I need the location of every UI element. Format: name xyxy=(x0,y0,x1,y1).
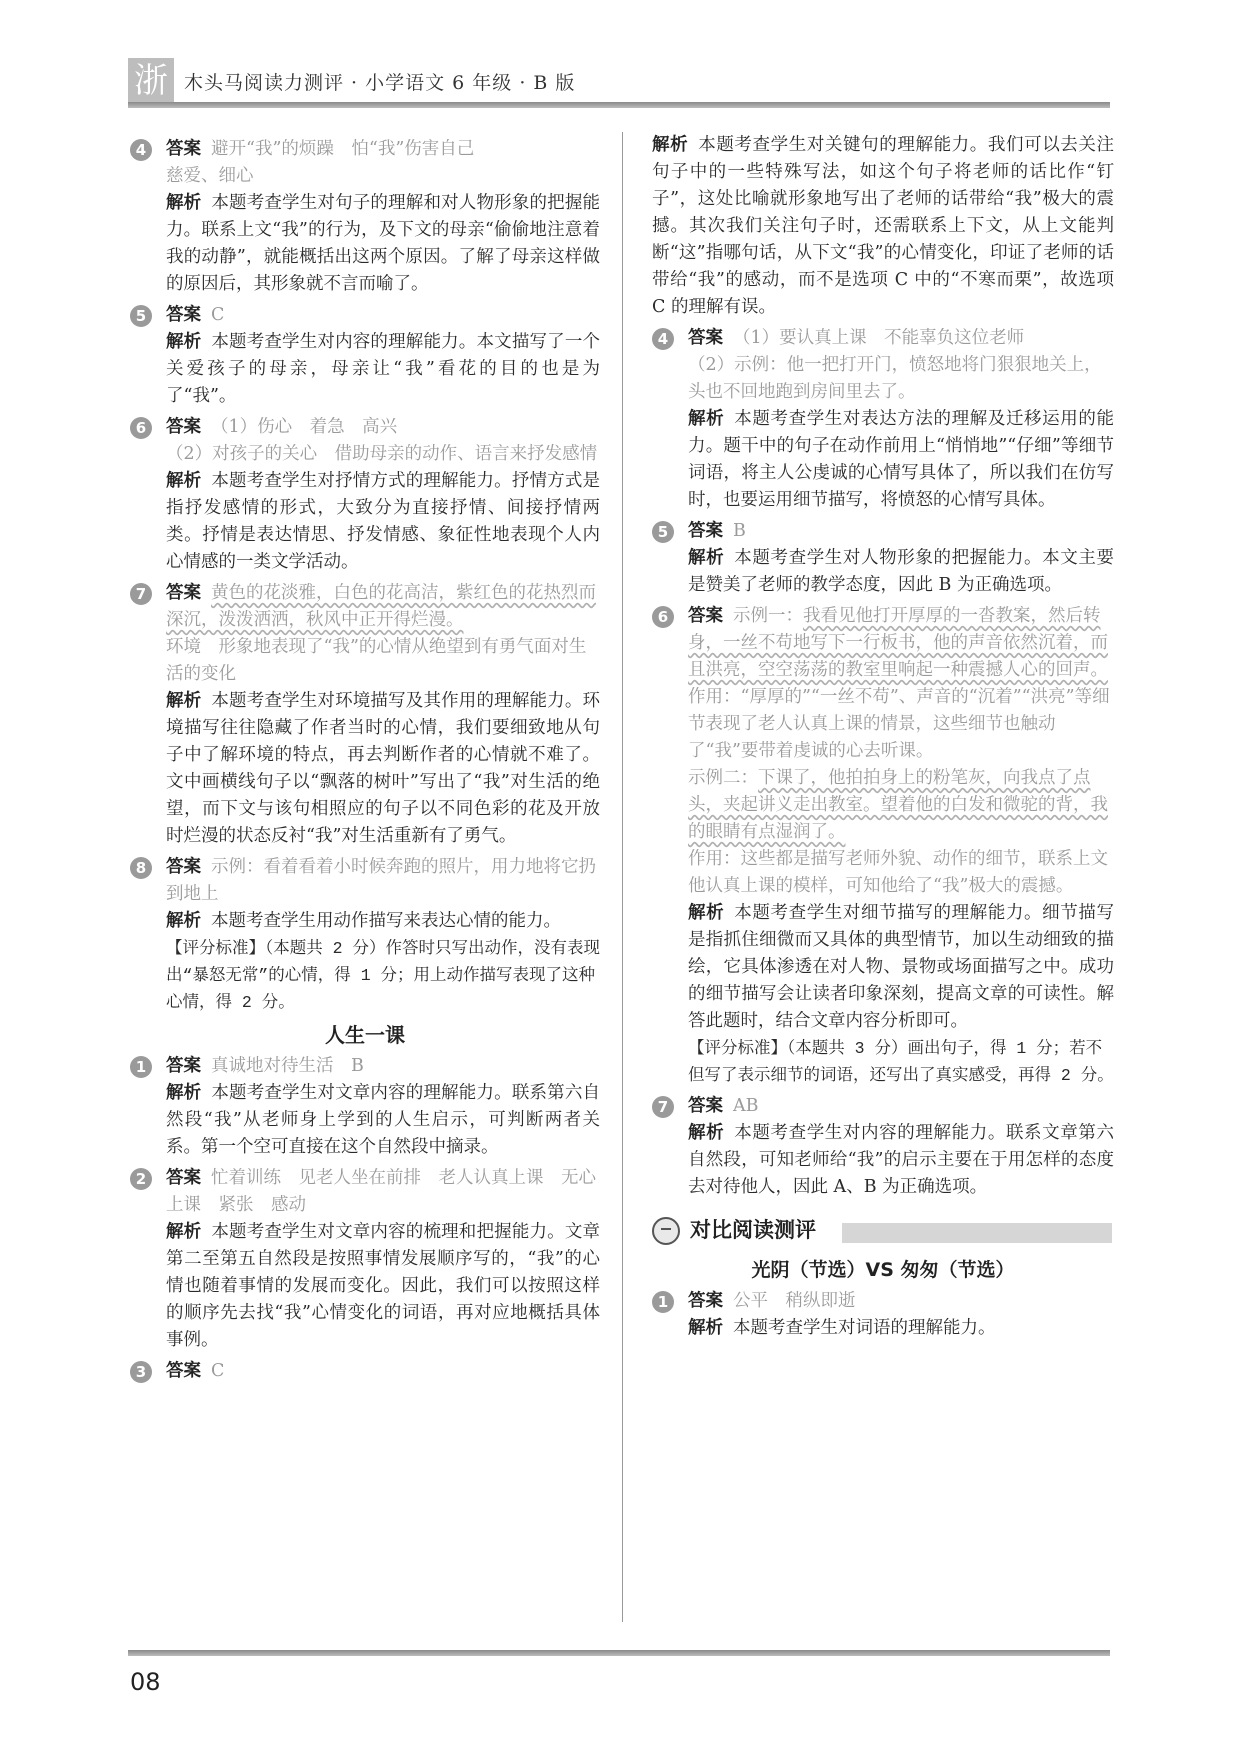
answer-label: 答案 xyxy=(688,1096,723,1116)
analysis-paragraph: 解析 本题考查学生用动作描写来表达心情的能力。 xyxy=(166,911,561,931)
answer-item xyxy=(130,414,600,441)
question-number: 5 xyxy=(130,305,152,327)
answer-item xyxy=(130,1053,600,1080)
section-title: 人生一课 xyxy=(325,1023,405,1047)
question-number: 2 xyxy=(130,1168,152,1190)
page-number: 08 xyxy=(130,1668,161,1696)
answer-item xyxy=(130,1165,600,1219)
column-divider xyxy=(622,132,623,1622)
answer-item xyxy=(652,325,1114,352)
answer-text: （1）要认真上课 不能辜负这位老师 xyxy=(733,328,1025,348)
analysis-paragraph: 解析 本题考查学生对表达方法的理解及迁移运用的能力。题干中的句子在动作前用上“悄悄地”“仔细”等细节词语，将主人公虔诚的心情写具体了，所以我们在仿写时，也要运用细节描写，将愤怒的心情写具体。 xyxy=(688,409,1115,510)
analysis-paragraph: 解析 本题考查学生对细节描写的理解能力。细节描写是指抓住细微而又具体的典型情节，加以生动细致的描绘，它具体渗透在对人物、景物或场面描写之中。成功的细节描写会让读者印象深刻，提高文章的可读性。解答此题时，结合文章内容分析即可。 xyxy=(688,903,1115,1031)
answer-item xyxy=(130,854,600,908)
answer-text: 作用：“厚厚的”“一丝不苟”、声音的“沉着”“洪亮”等细节表现了老人认真上课的情景，这些细节也触动了“我”要带着虔诚的心去听课。 xyxy=(688,687,1110,761)
answer-item xyxy=(130,580,600,634)
answer-item xyxy=(652,1288,1114,1315)
answer-text: 示例：看着看着小时候奔跑的照片，用力地将它扔到地上 xyxy=(166,857,596,904)
answer-label: 答案 xyxy=(166,305,201,325)
header-rule xyxy=(128,102,1110,108)
analysis-paragraph: 解析 本题考查学生对环境描写及其作用的理解能力。环境描写往往隐藏了作者当时的心情，我们要细致地从句子中了解环境的特点，再去判断作者的心情就不难了。文中画横线句子以“飘落的树叶”写出了“我”对生活的绝望，而下文与该句相照应的句子以不同色彩的花及开放时烂漫的状态反衬“我”对生活重新有了勇气。 xyxy=(166,691,601,846)
question-number: 8 xyxy=(130,857,152,879)
section-banner xyxy=(652,1215,1114,1251)
answer-label: 答案 xyxy=(688,521,723,541)
answer-text: 慈爱、细心 xyxy=(166,166,254,186)
answer-label: 答案 xyxy=(166,583,201,603)
footer-rule xyxy=(128,1650,1110,1656)
book-title: 木头马阅读力测评 · 小学语文 6 年级 · B 版 xyxy=(184,72,576,94)
answer-item xyxy=(652,603,1114,684)
answer-text: （1）伤心 着急 高兴 xyxy=(211,417,398,437)
answer-text: 真诚地对待生活 B xyxy=(211,1056,364,1076)
analysis-paragraph: 解析 本题考查学生对句子的理解和对人物形象的把握能力。联系上文“我”的行为，及下文的母亲“偷偷地注意着我的动静”，就能概括出这两个原因。了解了母亲这样做的原因后，其形象就不言而喻了。 xyxy=(166,193,601,294)
answer-label: 答案 xyxy=(166,1361,201,1381)
answer-text: C xyxy=(211,305,225,325)
answer-item xyxy=(130,302,600,329)
answer-item xyxy=(130,1358,600,1385)
question-number: 1 xyxy=(130,1056,152,1078)
question-number: 5 xyxy=(652,521,674,543)
answer-text: AB xyxy=(733,1096,759,1116)
question-number: 7 xyxy=(130,583,152,605)
analysis-paragraph: 解析 本题考查学生对抒情方式的理解能力。抒情方式是指抒发感情的形式，大致分为直接抒情、间接抒情两类。抒情是表达情思、抒发情感、象征性地表现个人内心情感的一类文学活动。 xyxy=(166,471,601,572)
answer-text: （2）示例：他一把打开门，愤怒地将门狠狠地关上，头也不回地跑到房间里去了。 xyxy=(688,355,1102,402)
answer-text: 环境 形象地表现了“我”的心情从绝望到有勇气面对生活的变化 xyxy=(166,637,587,684)
answer-text: 忙着训练 见老人坐在前排 老人认真上课 无心上课 紧张 感动 xyxy=(166,1168,596,1215)
answer-text: 作用：这些都是描写老师外貌、动作的细节，联系上文他认真上课的模样，可知他给了“我”极大的震撼。 xyxy=(688,849,1108,896)
question-number: 4 xyxy=(130,139,152,161)
analysis-paragraph: 解析 本题考查学生对人物形象的把握能力。本文主要是赞美了老师的教学态度，因此 B 为正确选项。 xyxy=(688,548,1115,595)
answer-label: 答案 xyxy=(166,417,201,437)
answer-label: 答案 xyxy=(688,328,723,348)
scoring-standard: 【评分标准】（本题共 3 分）画出句子，得 1 分；若不但写了表示细节的词语，还写出了真实感受，再得 2 分。 xyxy=(688,1039,1114,1085)
question-number: 3 xyxy=(130,1361,152,1383)
answer-text: 黄色的花淡雅，白色的花高洁，紫红色的花热烈而深沉，泼泼洒洒，秋风中正开得烂漫。 xyxy=(166,583,596,630)
left-column xyxy=(130,132,600,1385)
analysis-paragraph: 解析 本题考查学生对内容的理解能力。本文描写了一个关爱孩子的母亲，母亲让“我”看花的目的也是为了“我”。 xyxy=(166,332,601,406)
answer-item xyxy=(652,518,1114,545)
answer-label: 答案 xyxy=(166,1168,201,1188)
answer-label: 答案 xyxy=(166,1056,201,1076)
reader-icon xyxy=(652,1217,680,1245)
passage-title: 光阴（节选）VS 匆匆（节选） xyxy=(751,1259,1015,1281)
question-number: 6 xyxy=(130,417,152,439)
analysis-paragraph: 解析 本题考查学生对词语的理解能力。 xyxy=(688,1318,996,1338)
example-prefix: 示例一： xyxy=(733,606,803,626)
analysis-paragraph: 解析 本题考查学生对文章内容的理解能力。联系第六自然段“我”从老师身上学到的人生启示，可判断两者关系。第一个空可直接在这个自然段中摘录。 xyxy=(166,1083,601,1157)
question-number: 4 xyxy=(652,328,674,350)
province-badge: 浙 xyxy=(128,58,174,104)
answer-text: C xyxy=(211,1361,225,1381)
answer-label: 答案 xyxy=(166,139,201,159)
question-number: 1 xyxy=(652,1291,674,1313)
answer-text: B xyxy=(733,521,746,541)
answer-item xyxy=(130,136,600,163)
banner-title: 对比阅读测评 xyxy=(690,1218,816,1242)
banner-bar xyxy=(842,1223,1112,1243)
answer-text: 我看见他打开厚厚的一沓教案，然后转身，一丝不苟地写下一行板书，他的声音依然沉着，而且洪亮，空空荡荡的教室里响起一种震撼人心的回声。 xyxy=(688,606,1108,680)
question-number: 6 xyxy=(652,606,674,628)
analysis-paragraph: 解析 本题考查学生对关键句的理解能力。我们可以去关注句子中的一些特殊写法，如这个句子将老师的话比作“钉子”，这处比喻就形象地写出了老师的话带给“我”极大的震撼。其次我们关注句子时，还需联系上下文，从上文能判断“这”指哪句话，从下文“我”的心情变化，印证了老师的话带给“我”的感动，而不是选项 C 中的“不寒而栗”，故选项 C 的理解有误。 xyxy=(652,135,1115,317)
analysis-paragraph: 解析 本题考查学生对文章内容的梳理和把握能力。文章第二至第五自然段是按照事情发展顺序写的，“我”的心情也随着事情的发展而变化。因此，我们可以按照这样的顺序先去找“我”心情变化的词语，再对应地概括具体事例。 xyxy=(166,1222,601,1350)
answer-label: 答案 xyxy=(688,606,723,626)
page-header xyxy=(128,58,1110,108)
answer-label: 答案 xyxy=(688,1291,723,1311)
answer-text: 公平 稍纵即逝 xyxy=(733,1291,856,1311)
scoring-standard: 【评分标准】（本题共 2 分）作答时只写出动作，没有表现出“暴怒无常”的心情，得 1 分；用上动作描写表现了这种心情，得 2 分。 xyxy=(166,939,600,1012)
right-column xyxy=(652,132,1114,1342)
analysis-paragraph: 解析 本题考查学生对内容的理解能力。联系文章第六自然段，可知老师给“我”的启示主要在于用怎样的态度去对待他人，因此 A、B 为正确选项。 xyxy=(688,1123,1115,1197)
answer-label: 答案 xyxy=(166,857,201,877)
question-number: 7 xyxy=(652,1096,674,1118)
answer-item xyxy=(652,1093,1114,1120)
answer-text: （2）对孩子的关心 借助母亲的动作、语言来抒发感情 xyxy=(166,444,598,464)
answer-text: 避开“我”的烦躁 怕“我”伤害自己 xyxy=(211,139,475,159)
answer-text: 示例二：下课了，他拍拍身上的粉笔灰，向我点了点头，夹起讲义走出教室。望着他的白发和微驼的背，我的眼睛有点湿润了。 xyxy=(688,768,1108,842)
